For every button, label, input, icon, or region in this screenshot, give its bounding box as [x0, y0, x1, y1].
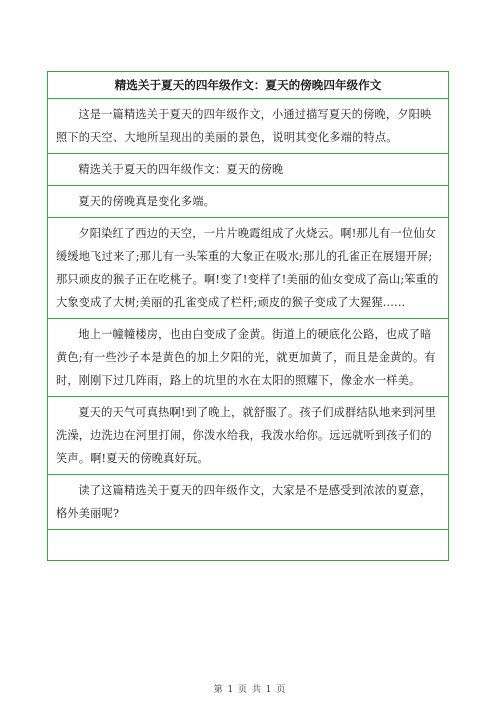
empty-row — [48, 529, 448, 560]
article-table — [47, 71, 449, 561]
paragraph-opening — [48, 185, 448, 217]
paragraph-text: 夏天的天气可真热啊!到了晚上，就舒服了。孩子们成群结队地来到河里洗澡，边洗边在河里打闹，你泼水给我，我泼水给你。远远就听到孩子们的笑声。啊!夏天的傍晚真好玩。 — [56, 406, 437, 465]
paragraph-subtitle — [48, 153, 448, 185]
paragraph-text: 夕阳染红了西边的天空，一片片晚霞组成了火烧云。啊!那儿有一位仙女缓缓地飞过来了;那儿有一头笨重的大象正在吸水;那儿的孔雀正在展翅开屏;那只顽皮的猴子正在吃桃子。啊!变了!变样了!美丽的仙女变成了高山;笨重的大象变成了大树;美丽的孔雀变成了栏杆;顽皮的猴子变成了大猩猩...... — [56, 227, 439, 309]
paragraph-text: 读了这篇精选关于夏天的四年级作文，大家是不是感受到浓浓的夏意，格外美丽呢? — [56, 484, 432, 520]
article-title: 精选关于夏天的四年级作文：夏天的傍晚四年级作文 — [114, 78, 382, 92]
paragraph-text: 地上一幢幢楼房，也由白变成了金黄。街道上的硬底化公路，也成了暗黄色;有一些沙子本是黄色的加上夕阳的光，就更加黄了，而且是金黄的。有时，刚刚下过几阵雨，路上的坑里的水在太阳的照耀下，像金水一样美。 — [56, 328, 436, 387]
paragraph-sunset-sky — [48, 217, 448, 318]
paragraph-intro — [48, 98, 448, 153]
paragraph-text: 夏天的傍晚真是变化多端。 — [78, 195, 216, 208]
paragraph-evening — [48, 396, 448, 474]
paragraph-ground — [48, 318, 448, 396]
page-number: 第 1 页 共 1 页 — [213, 685, 287, 695]
paragraph-text: 这是一篇精选关于夏天的四年级作文，小通过描写夏天的傍晚，夕阳映照下的天空、大地所呈现出的美丽的景色，说明其变化多端的特点。 — [56, 108, 432, 144]
paragraph-conclusion — [48, 474, 448, 529]
paragraph-text: 精选关于夏天的四年级作文：夏天的傍晚 — [78, 163, 284, 176]
